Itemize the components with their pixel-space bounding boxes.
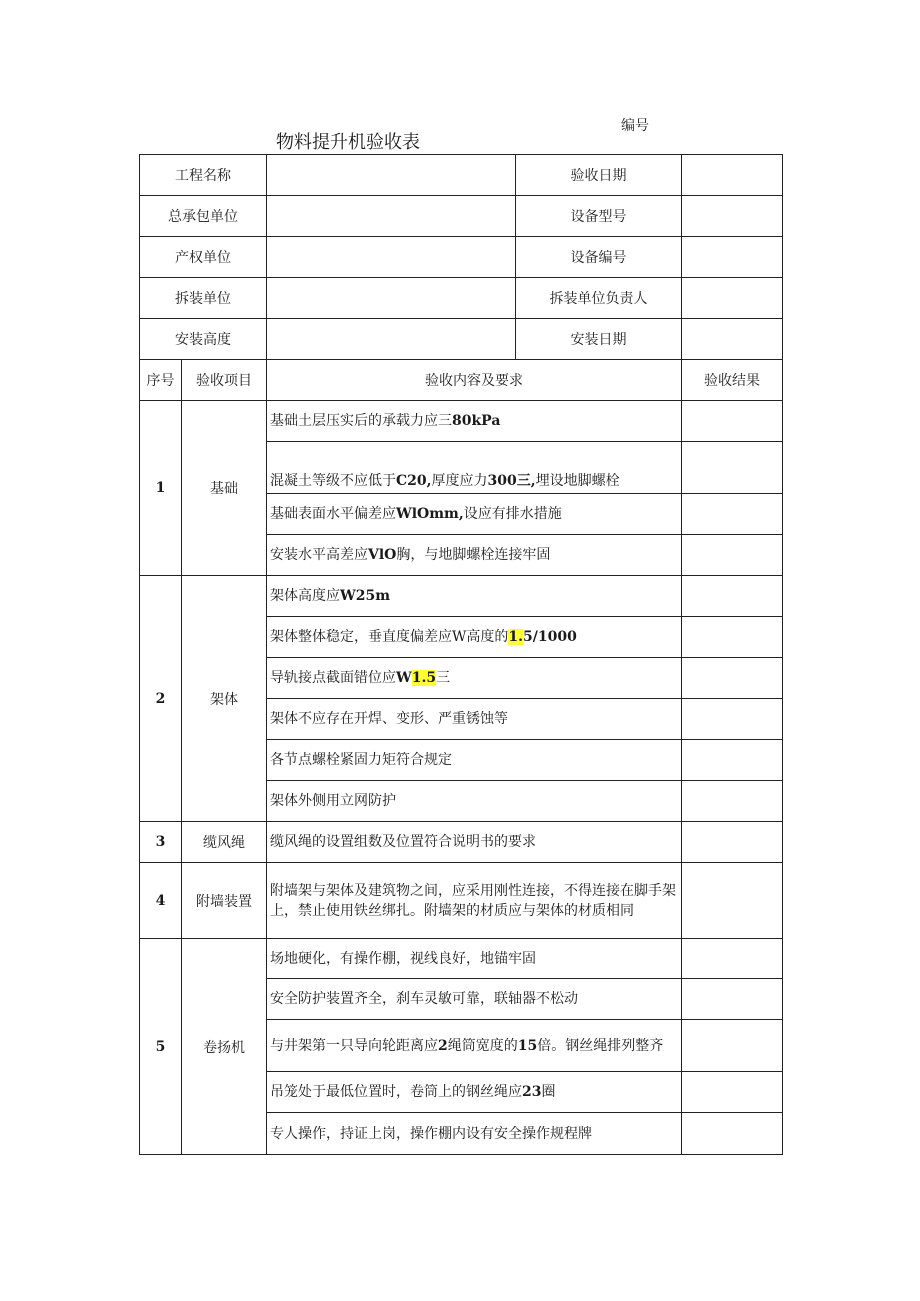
install-height-label: 安装高度 [140,319,267,360]
equipment-model-label: 设备型号 [516,196,682,237]
result-cell[interactable] [682,740,783,781]
table-header-row [140,360,783,401]
equipment-number-label: 设备编号 [516,237,682,278]
requirement-text: 安全防护装置齐全，刹车灵敏可靠，联轴器不松动 [267,979,682,1020]
requirement-text: 附墙架与架体及建筑物之间，应采用刚性连接，不得连接在脚手架上，禁止使用铁丝绑扎。附墙架的材质应与架体的材质相同 [267,863,682,939]
requirement-text: 架体不应存在开焊、变形、严重锈蚀等 [267,699,682,740]
result-cell[interactable] [682,442,783,494]
requirement-text: 导轨接点截面错位应W1.5三 [267,658,682,699]
info-row [140,319,783,360]
result-cell[interactable] [682,781,783,822]
table-row [140,822,783,863]
acceptance-table [139,154,783,1155]
accept-date-value[interactable] [682,155,783,196]
requirement-text: 各节点螺栓紧固力矩符合规定 [267,740,682,781]
requirement-text: 缆风绳的设置组数及位置符合说明书的要求 [267,822,682,863]
section-name: 架体 [182,576,267,822]
result-cell[interactable] [682,1020,783,1072]
requirement-text: 架体高度应W25m [267,576,682,617]
highlight-mark: 1.5 [411,670,437,686]
result-cell[interactable] [682,535,783,576]
result-cell[interactable] [682,822,783,863]
header-seq: 序号 [140,360,182,401]
section-name: 缆风绳 [182,822,267,863]
document-number-label: 编号 [621,118,649,134]
requirement-text: 基础表面水平偏差应WlOmm,设应有排水措施 [267,494,682,535]
requirement-text: 场地硬化，有操作棚，视线良好，地锚牢固 [267,939,682,979]
section-name: 卷扬机 [182,939,267,1155]
result-cell[interactable] [682,401,783,442]
result-cell[interactable] [682,617,783,658]
equipment-model-value[interactable] [682,196,783,237]
info-row [140,237,783,278]
result-cell[interactable] [682,863,783,939]
general-contractor-label: 总承包单位 [140,196,267,237]
requirement-text: 混凝土等级不应低于C20,厚度应力300三,埋设地脚螺栓 [267,442,682,494]
section-name: 附墙装置 [182,863,267,939]
install-height-value[interactable] [267,319,516,360]
requirement-text: 基础土层压实后的承载力应三80kPa [267,401,682,442]
equipment-number-value[interactable] [682,237,783,278]
result-cell[interactable] [682,699,783,740]
requirement-text: 架体整体稳定，垂直度偏差应W高度的1.5/1000 [267,617,682,658]
document-title: 物料提升机验收表 [276,132,420,153]
property-unit-label: 产权单位 [140,237,267,278]
install-unit-leader-label: 拆装单位负责人 [516,278,682,319]
table-row [140,576,783,617]
table-row [140,863,783,939]
requirement-text: 安装水平高差应VlO胸，与地脚螺栓连接牢固 [267,535,682,576]
section-name: 基础 [182,401,267,576]
install-date-label: 安装日期 [516,319,682,360]
result-cell[interactable] [682,939,783,979]
accept-date-label: 验收日期 [516,155,682,196]
section-number: 1 [140,401,182,576]
install-unit-value[interactable] [267,278,516,319]
section-number: 4 [140,863,182,939]
result-cell[interactable] [682,1113,783,1155]
requirement-text: 专人操作，持证上岗，操作棚内设有安全操作规程牌 [267,1113,682,1155]
requirement-text: 架体外侧用立网防护 [267,781,682,822]
info-row [140,155,783,196]
install-date-value[interactable] [682,319,783,360]
info-row [140,196,783,237]
highlight-mark: 1. [508,629,524,645]
section-number: 2 [140,576,182,822]
requirement-text: 与井架第一只导向轮距离应2绳筒宽度的15倍。钢丝绳排列整齐 [267,1020,682,1072]
result-cell[interactable] [682,576,783,617]
header-content: 验收内容及要求 [267,360,682,401]
result-cell[interactable] [682,1072,783,1113]
header-item: 验收项目 [182,360,267,401]
table-row [140,939,783,979]
info-row [140,278,783,319]
section-number: 3 [140,822,182,863]
table-row [140,401,783,442]
requirement-text: 吊笼处于最低位置时，卷筒上的钢丝绳应23圈 [267,1072,682,1113]
header-result: 验收结果 [682,360,783,401]
install-unit-leader-value[interactable] [682,278,783,319]
general-contractor-value[interactable] [267,196,516,237]
result-cell[interactable] [682,658,783,699]
result-cell[interactable] [682,979,783,1020]
section-number: 5 [140,939,182,1155]
project-name-label: 工程名称 [140,155,267,196]
result-cell[interactable] [682,494,783,535]
property-unit-value[interactable] [267,237,516,278]
project-name-value[interactable] [267,155,516,196]
install-unit-label: 拆装单位 [140,278,267,319]
